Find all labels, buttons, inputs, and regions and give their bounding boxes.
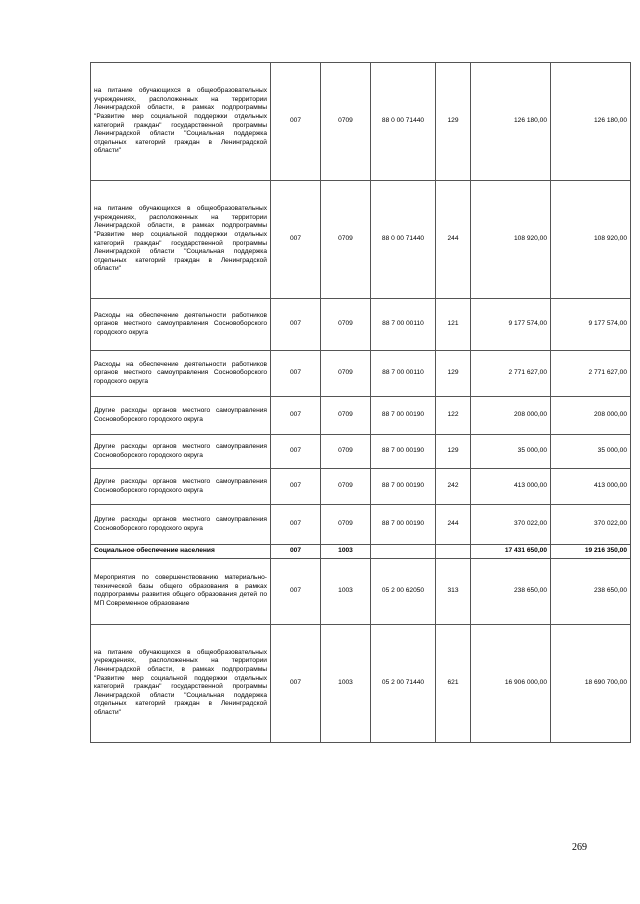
amount-year-2: 9 177 574,00 [551,299,631,351]
ministry-code: 007 [271,397,321,435]
target-article-code: 05 2 00 71440 [371,624,436,742]
target-article-code: 88 0 00 71440 [371,181,436,299]
amount-year-1: 413 000,00 [471,469,551,505]
table-row [91,351,631,397]
row-description: на питание обучающихся в общеобразовательных учреждениях, расположенных на территории Ленинградской области, в рамках подпрограммы "Развитие мер социальной поддержки отдельных категорий граждан" государственной программы Ленинградской области "Социальная поддержка отдельных категорий граждан в Ленинградской области" [91,624,271,742]
table-body [91,63,631,743]
expense-type-code: 129 [436,63,471,181]
table-row [91,469,631,505]
amount-year-1: 2 771 627,00 [471,351,551,397]
amount-year-2: 238 650,00 [551,558,631,624]
amount-year-2: 208 000,00 [551,397,631,435]
ministry-code: 007 [271,351,321,397]
expense-type-code: 244 [436,181,471,299]
amount-year-2: 18 690 700,00 [551,624,631,742]
table-row [91,558,631,624]
amount-year-1: 208 000,00 [471,397,551,435]
amount-year-2: 370 022,00 [551,505,631,545]
amount-year-2: 35 000,00 [551,435,631,469]
target-article-code: 88 7 00 00190 [371,435,436,469]
expense-type-code: 244 [436,505,471,545]
expense-type-code: 122 [436,397,471,435]
amount-year-2: 2 771 627,00 [551,351,631,397]
target-article-code: 88 7 00 00190 [371,505,436,545]
expense-type-code: 242 [436,469,471,505]
row-description: Другие расходы органов местного самоуправления Сосновоборского городского округа [91,397,271,435]
amount-year-1: 108 920,00 [471,181,551,299]
amount-year-2: 19 216 350,00 [551,545,631,559]
target-article-code [371,545,436,559]
table-row [91,299,631,351]
amount-year-1: 17 431 650,00 [471,545,551,559]
section-code: 0709 [321,435,371,469]
ministry-code: 007 [271,299,321,351]
row-description: Социальное обеспечение населения [91,545,271,559]
section-code: 0709 [321,397,371,435]
table-row [91,63,631,181]
amount-year-1: 16 906 000,00 [471,624,551,742]
ministry-code: 007 [271,505,321,545]
table-row [91,435,631,469]
section-code: 0709 [321,299,371,351]
section-code: 1003 [321,624,371,742]
ministry-code: 007 [271,545,321,559]
amount-year-1: 238 650,00 [471,558,551,624]
row-description: на питание обучающихся в общеобразовательных учреждениях, расположенных на территории Ленинградской области, в рамках подпрограммы "Развитие мер социальной поддержки отдельных категорий граждан" государственной программы Ленинградской области "Социальная поддержка отдельных категорий граждан в Ленинградской области" [91,181,271,299]
amount-year-1: 370 022,00 [471,505,551,545]
amount-year-1: 35 000,00 [471,435,551,469]
table-row [91,624,631,742]
section-code: 0709 [321,351,371,397]
table-row [91,181,631,299]
expense-type-code: 313 [436,558,471,624]
expense-type-code: 121 [436,299,471,351]
page-number: 269 [572,842,587,853]
budget-table [90,62,631,743]
row-description: Расходы на обеспечение деятельности работников органов местного самоуправления Сосновоборского городского округа [91,351,271,397]
ministry-code: 007 [271,181,321,299]
amount-year-1: 9 177 574,00 [471,299,551,351]
section-code: 0709 [321,63,371,181]
expense-type-code: 129 [436,435,471,469]
ministry-code: 007 [271,624,321,742]
table-row [91,545,631,559]
target-article-code: 88 7 00 00110 [371,351,436,397]
row-description: Расходы на обеспечение деятельности работников органов местного самоуправления Сосновоборского городского округа [91,299,271,351]
section-code: 1003 [321,558,371,624]
ministry-code: 007 [271,435,321,469]
row-description: на питание обучающихся в общеобразовательных учреждениях, расположенных на территории Ленинградской области, в рамках подпрограммы "Развитие мер социальной поддержки отдельных категорий граждан" государственной программы Ленинградской области "Социальная поддержка отдельных категорий граждан в Ленинградской области" [91,63,271,181]
amount-year-2: 126 180,00 [551,63,631,181]
table-row [91,397,631,435]
row-description: Другие расходы органов местного самоуправления Сосновоборского городского округа [91,505,271,545]
table-row [91,505,631,545]
target-article-code: 88 7 00 00190 [371,469,436,505]
section-code: 0709 [321,181,371,299]
target-article-code: 05 2 00 62050 [371,558,436,624]
expense-type-code: 129 [436,351,471,397]
ministry-code: 007 [271,469,321,505]
expense-type-code: 621 [436,624,471,742]
expense-type-code [436,545,471,559]
row-description: Мероприятия по совершенствованию материально-технической базы общего образования в рамках подпрограммы развития общего образования детей по МП Современное образование [91,558,271,624]
row-description: Другие расходы органов местного самоуправления Сосновоборского городского округа [91,435,271,469]
target-article-code: 88 7 00 00190 [371,397,436,435]
ministry-code: 007 [271,63,321,181]
ministry-code: 007 [271,558,321,624]
section-code: 0709 [321,469,371,505]
row-description: Другие расходы органов местного самоуправления Сосновоборского городского округа [91,469,271,505]
section-code: 0709 [321,505,371,545]
amount-year-2: 108 920,00 [551,181,631,299]
target-article-code: 88 7 00 00110 [371,299,436,351]
amount-year-2: 413 000,00 [551,469,631,505]
section-code: 1003 [321,545,371,559]
amount-year-1: 126 180,00 [471,63,551,181]
target-article-code: 88 0 00 71440 [371,63,436,181]
